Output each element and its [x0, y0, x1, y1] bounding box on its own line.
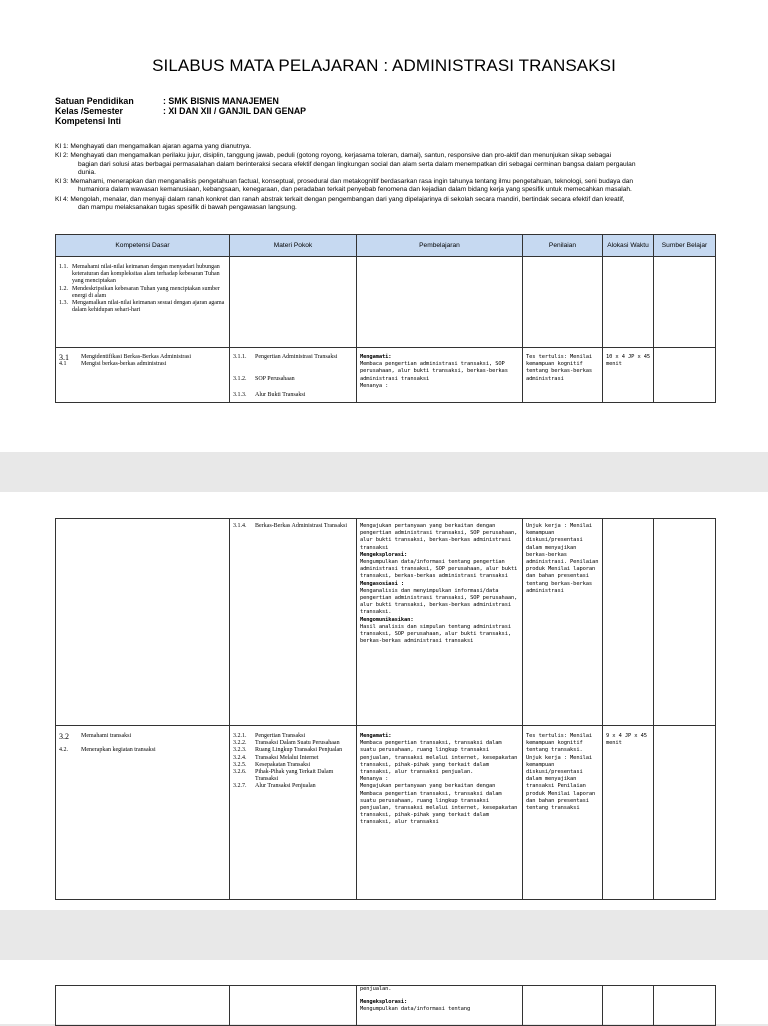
materi-number: 3.1.2.	[233, 376, 247, 382]
table-row	[56, 986, 716, 1026]
table-header-row	[56, 235, 716, 257]
materi-text: SOP Perusahaan	[255, 376, 295, 382]
materi-cell	[230, 519, 357, 726]
materi-item	[233, 747, 354, 754]
ki-3-line: KI 3: Memahami, menerapkan dan menganalisis pengetahuan factual, konseptual, prosedural dan metakognitif berdasarkan rasa ingin tahunya tentang ilmu pengetahuan, teknologi, seni budaya dan	[55, 178, 634, 186]
identity-block	[55, 96, 306, 126]
kd-cell	[56, 986, 230, 1026]
alokasi-text: 10 x 4 JP x 45 menit	[606, 354, 651, 368]
kd-number: 1.1.	[59, 264, 68, 270]
materi-text: Berkas-Berkas Administrasi Transaksi	[255, 523, 347, 529]
ki-2	[55, 152, 715, 177]
pembelajaran-cell	[357, 519, 523, 726]
sumber-cell	[654, 257, 716, 348]
kd-text: Memahami nilai-nilai keimanan dengan menyadari hubungan keteraturan dan kompleksitas alam terhadap kebesaran Tuhan yang menciptakan	[72, 264, 220, 285]
header-kompetensi-dasar: Kompetensi Dasar	[56, 235, 230, 257]
sumber-cell	[654, 986, 716, 1026]
materi-text: Kesepakatan Transaksi	[255, 761, 311, 768]
meta-label: Kompetensi Inti	[55, 116, 121, 126]
pembelajaran-text: Mengajukan pertanyaan yang berkaitan dengan Membaca pengertian transaksi, transaksi dalam suatu perusahaan, ruang lingkup transaksi penjualan, transaksi melalui internet, kesepakatan transaksi, pihak-pihak yang terkait dalam transaksi, alur transaksi	[360, 783, 518, 826]
alokasi-cell	[603, 519, 654, 726]
materi-item	[233, 392, 354, 399]
meta-value: : XI DAN XII / GANJIL DAN GENAP	[163, 106, 307, 116]
penilaian-text: Tes tertulis: Menilai kemampuan kognitif tentang berkas-berkas administrasi	[526, 354, 593, 382]
kd-item	[59, 300, 227, 314]
kd-cell	[56, 519, 230, 726]
meta-row	[55, 106, 306, 116]
materi-text: Pengertian Transaksi	[255, 733, 306, 739]
pembelajaran-heading: Menanya :	[360, 776, 389, 783]
materi-item	[233, 523, 354, 530]
materi-number: 3.2.6.	[233, 769, 247, 776]
header-materi-pokok: Materi Pokok	[230, 235, 357, 257]
kd-number: 3.1	[59, 353, 69, 362]
kd-item	[59, 733, 227, 747]
pembelajaran-heading: Mengeksplorasi:	[360, 999, 408, 1006]
ki-4-line: KI 4: Mengolah, menalar, dan menyaji dalam ranah konkret dan ranah abstrak terkait dengan pengembangan dari yang dipelajarinya di sekolah secara mandiri, bertindak secara efektif dan kreatif,	[55, 195, 625, 203]
pembelajaran-cell	[357, 257, 523, 348]
kd-item	[59, 264, 227, 286]
kd-text: Memahami transaksi	[81, 733, 132, 739]
materi-number: 3.2.2.	[233, 740, 247, 747]
syllabus-table	[55, 234, 716, 403]
page-title: SILABUS MATA PELAJARAN : ADMINISTRASI TRANSAKSI	[152, 56, 616, 75]
kd-text: Mendeskripsikan kebesaran Tuhan yang menciptakan sumber energi di alam	[72, 285, 220, 299]
pembelajaran-text: Menganalisis dan menyimpulkan informasi/data pengertian administrasi transaksi, SOP perusahaan, alur bukti transaksi, berkas-berkas administrasi transaksi.	[360, 587, 518, 616]
materi-cell	[230, 986, 357, 1026]
pembelajaran-cell	[357, 986, 523, 1026]
ki-1: KI 1: Menghayati dan mengamalkan ajaran agama yang dianutnya.	[55, 143, 252, 150]
pembelajaran-text: Membaca pengertian transaksi, transaksi dalam suatu perusahaan, ruang lingkup transaksi penjualan, transaksi melalui internet, kesepakatan transaksi, pihak-pihak yang terkait dalam transaksi, alur transaksi penjualan.	[360, 740, 518, 776]
meta-label: Kelas /Semester	[55, 106, 123, 116]
header-pembelajaran: Pembelajaran	[357, 235, 523, 257]
kd-number: 1.2.	[59, 285, 68, 292]
kd-text: Mengamalkan nilai-nilai keimanan sesuai dengan ajaran agama dalam kehidupan sehari-hari	[72, 300, 225, 314]
materi-item	[233, 755, 354, 762]
pembelajaran-heading: Mengomunikasikan:	[360, 616, 414, 623]
penilaian-text: Unjuk kerja : Menilai kemampuan diskusi/presentasi dalam menyajikan berkas-berkas administrasi. Penilaian produk Menilai laporan dan bahan presentasi tentang berkas-berkas administrasi	[526, 523, 599, 594]
pembelajaran-text: Mengajukan pertanyaan yang berkaitan dengan pengertian administrasi transaksi, SOP perusahaan, alur bukti transaksi, berkas-berkas administrasi transaksi	[360, 523, 518, 551]
sumber-cell	[654, 726, 716, 900]
header-penilaian: Penilaian	[523, 235, 603, 257]
materi-text: Ruang Lingkup Transaksi Penjualan	[255, 747, 343, 754]
header-sumber-belajar: Sumber Belajar	[654, 235, 716, 257]
syllabus-table-continued-2	[55, 985, 716, 1026]
kd-item	[59, 354, 227, 361]
ki-4	[55, 196, 715, 213]
alokasi-cell	[603, 257, 654, 348]
kd-item	[59, 286, 227, 300]
kd-text: Menerapkan kegiatan transaksi	[81, 747, 156, 753]
pembelajaran-heading: Mengamati:	[360, 354, 392, 360]
materi-item	[233, 376, 354, 392]
materi-number: 3.2.4.	[233, 754, 247, 761]
materi-item	[233, 733, 354, 740]
alokasi-cell	[603, 348, 654, 403]
ki-3-line: humaniora dalam wawasan kemanusiaan, kebangsaan, kenegaraan, dan peradaban terkait penyebab fenomena dan kejadian dalam bidang kerja yang spesifik untuk memecahkan masalah.	[78, 186, 632, 194]
kd-cell	[56, 348, 230, 403]
pembelajaran-heading: Mengasosiasi :	[360, 580, 405, 587]
materi-number: 3.2.3.	[233, 747, 247, 754]
sumber-cell	[654, 519, 716, 726]
table-row	[56, 257, 716, 348]
sumber-cell	[654, 348, 716, 403]
materi-number: 3.2.1.	[233, 733, 247, 739]
meta-label: Satuan Pendidikan	[55, 96, 134, 106]
materi-item	[233, 769, 354, 783]
header-alokasi-waktu: Alokasi Waktu	[603, 235, 654, 257]
materi-number: 3.2.7.	[233, 783, 247, 790]
pembelajaran-text: Hasil analisis dan simpulan tentang administrasi transaksi, SOP perusahaan, alur bukti transaksi, berkas-berkas administrasi transaksi	[360, 623, 511, 645]
materi-text: Alur Bukti Transaksi	[255, 392, 306, 398]
pembelajaran-cell	[357, 348, 523, 403]
pembelajaran-text: penjualan.	[360, 986, 392, 992]
ki-4-line: dan mampu melaksanakan tugas spesifik di bawah pengawasan langsung.	[78, 204, 297, 212]
pembelajaran-text: Mengumpulkan data/informasi tentang	[360, 1006, 471, 1013]
materi-number: 3.1.4.	[233, 523, 247, 529]
materi-item	[233, 740, 354, 747]
penilaian-cell	[523, 726, 603, 900]
kd-item	[59, 747, 227, 754]
materi-text: Pengertian Administrasi Transaksi	[255, 354, 338, 360]
kd-number: 4.2.	[59, 747, 68, 753]
alokasi-cell	[603, 986, 654, 1026]
table-row	[56, 726, 716, 900]
penilaian-cell	[523, 986, 603, 1026]
kd-text: Mengidentifikasi Berkas-Berkas Administrasi	[81, 354, 191, 360]
kd-number: 4.1	[59, 361, 67, 368]
ki-2-line: KI 2: Menghayati dan mengamalkan perilaku jujur, disiplin, tanggung jawab, peduli (gotong royong, kerjasama toleran, damai), santun, responsive dan pro-aktif dan menunjukan sikap sebagai	[55, 152, 612, 160]
materi-cell	[230, 726, 357, 900]
kd-item	[59, 361, 227, 368]
table-row	[56, 519, 716, 726]
pembelajaran-cell	[357, 726, 523, 900]
kd-cell	[56, 257, 230, 348]
penilaian-cell	[523, 519, 603, 726]
materi-item	[233, 762, 354, 769]
kd-number: 1.3.	[59, 300, 68, 307]
materi-cell	[230, 348, 357, 403]
kd-cell	[56, 726, 230, 900]
ki-2-line: bagian dari solusi atas berbagai permasalahan dalam berinteraksi secara efektif dengan lingkungan social dan alam serta dalam menempatkan diri sebagai cerminan bangsa dalam pergaulan	[78, 160, 636, 168]
ki-3	[55, 178, 715, 195]
kd-number: 3.2	[59, 732, 69, 741]
alokasi-cell	[603, 726, 654, 900]
penilaian-cell	[523, 257, 603, 348]
materi-number: 3.2.5.	[233, 761, 247, 768]
materi-text: Pihak-Pihak yang Terkait Dalam Transaksi	[255, 769, 334, 783]
pembelajaran-heading: Mengeksplorasi:	[360, 551, 408, 558]
penilaian-cell	[523, 348, 603, 403]
alokasi-text: 9 x 4 JP x 45 menit	[606, 733, 647, 747]
materi-number: 3.1.1.	[233, 354, 247, 360]
kd-text: Mengisi berkas-berkas administrasi	[81, 361, 167, 368]
materi-text: Transaksi Melalui Internet	[255, 754, 319, 761]
materi-item	[233, 354, 354, 376]
ki-2-line: dunia.	[78, 168, 96, 176]
document-page-1	[0, 0, 768, 452]
meta-row	[55, 96, 306, 106]
table-row	[56, 348, 716, 403]
materi-number: 3.1.3.	[233, 392, 247, 398]
materi-item	[233, 783, 354, 790]
materi-text: Alur Transaksi Penjualan	[255, 783, 316, 790]
penilaian-text: Tes tertulis: Menilai kemampuan kognitif tentang transaksi. Unjuk kerja : Menilai kemampuan diskusi/presentasi dalam menyajikan transaksi Penilaian produk Menilai laporan dan bahan presentasi tentang transaksi	[526, 733, 596, 812]
materi-text: Transaksi Dalam Suatu Perusahaan	[255, 740, 340, 747]
meta-row	[55, 116, 306, 126]
materi-cell	[230, 257, 357, 348]
kompetensi-inti-list	[55, 143, 715, 213]
pembelajaran-text: Mengumpulkan data/informasi tentang pengertian administrasi transaksi, SOP perusahaan, alur bukti transaksi, berkas-berkas administrasi transaksi	[360, 559, 518, 580]
meta-value: : SMK BISNIS MANAJEMEN	[163, 96, 279, 106]
pembelajaran-heading: Menanya :	[360, 382, 389, 389]
pembelajaran-text: Membaca pengertian administrasi transaksi, SOP perusahaan, alur bukti transaksi, berkas-berkas administrasi transaksi	[360, 361, 508, 382]
pembelajaran-heading: Mengamati:	[360, 733, 392, 739]
syllabus-table-continued	[55, 518, 716, 900]
